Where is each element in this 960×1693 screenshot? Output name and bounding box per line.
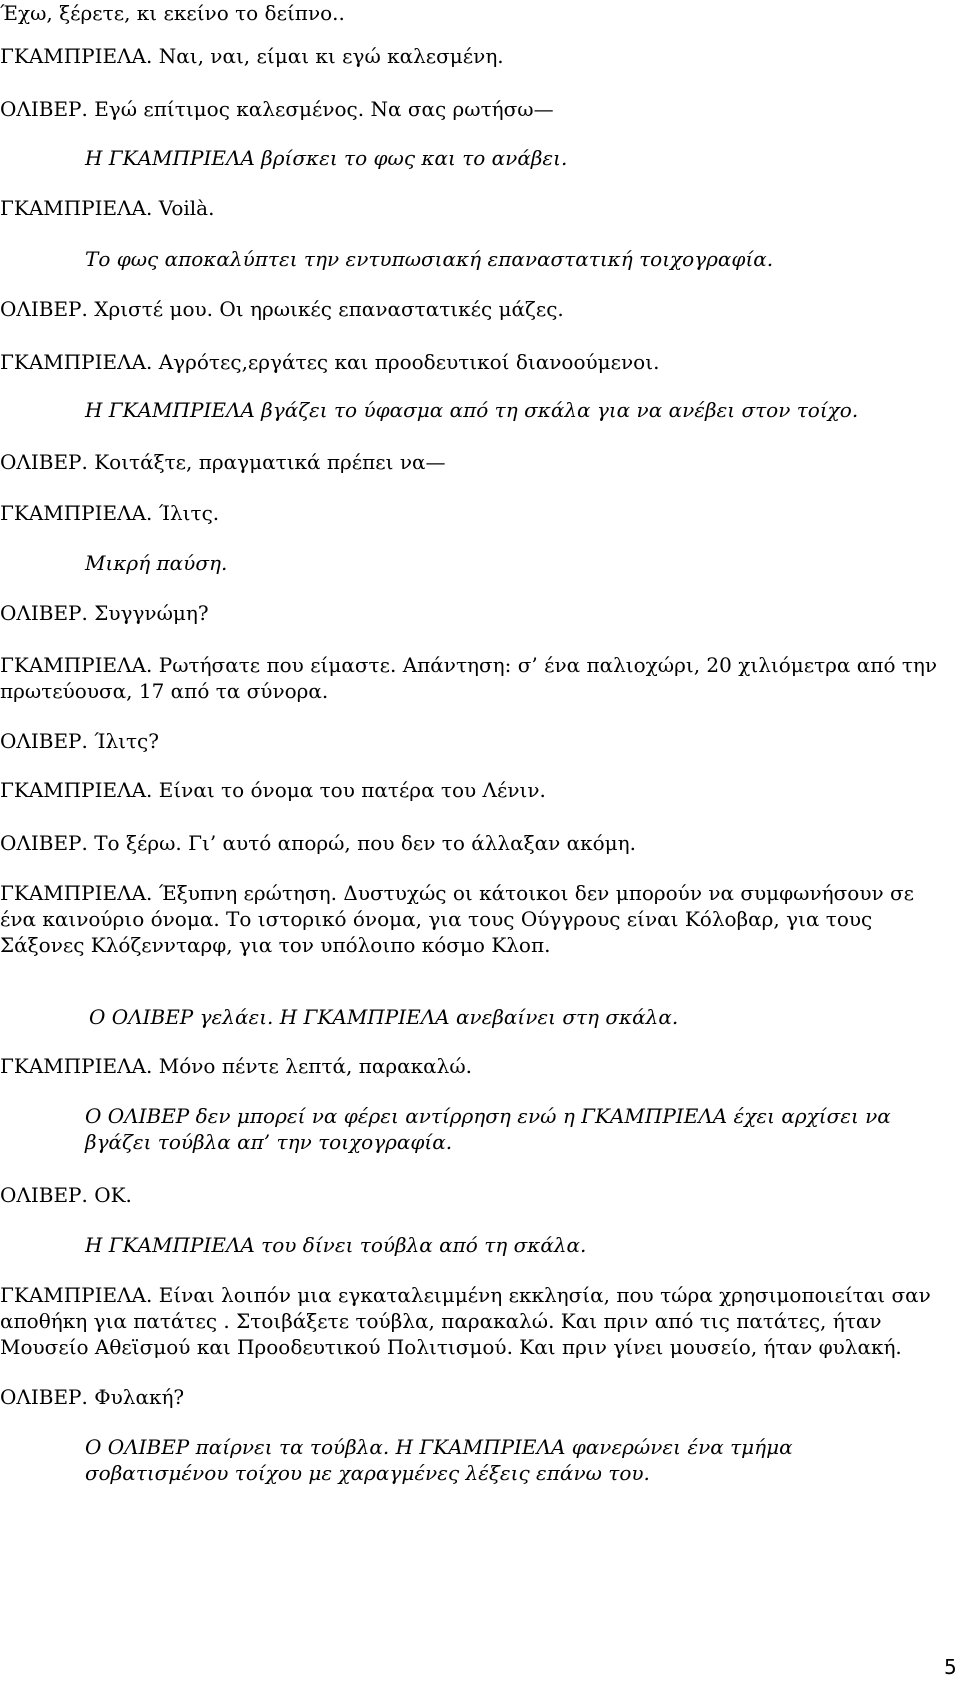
page-number: 5 xyxy=(944,1655,957,1679)
dialogue-line: ΟΛΙΒΕΡ. Το ξέρω. Γι’ αυτό απορώ, που δεν το άλλαξαν ακόμη. xyxy=(0,831,637,855)
stage-direction: Ο ΟΛΙΒΕΡ γελάει. Η ΓΚΑΜΠΡΙΕΛΑ ανεβαίνει στη σκάλα. xyxy=(89,1005,679,1029)
dialogue-line: ΟΛΙΒΕΡ. Φυλακή? xyxy=(0,1385,185,1409)
dialogue-line: ΓΚΑΜΠΡΙΕΛΑ. Αγρότες,εργάτες και προοδευτικοί διανοούμενοι. xyxy=(0,350,660,374)
dialogue-line: ΟΛΙΒΕΡ. Κοιτάξτε, πραγματικά πρέπει να— xyxy=(0,450,446,474)
stage-direction: Ο ΟΛΙΒΕΡ δεν μπορεί να φέρει αντίρρηση ενώ η ΓΚΑΜΠΡΙΕΛΑ έχει αρχίσει να βγάζει τούβλα απ’ την τοιχογραφία. xyxy=(85,1104,891,1154)
dialogue-line: ΟΛΙΒΕΡ. Εγώ επίτιμος καλεσμένος. Να σας ρωτήσω— xyxy=(0,97,554,121)
dialogue-line: ΓΚΑΜΠΡΙΕΛΑ. Μόνο πέντε λεπτά, παρακαλώ. xyxy=(0,1054,472,1078)
dialogue-line: ΟΛΙΒΕΡ. ΟΚ. xyxy=(0,1183,132,1207)
dialogue-line: ΓΚΑΜΠΡΙΕΛΑ. Ναι, ναι, είμαι κι εγώ καλεσμένη. xyxy=(0,44,504,68)
dialogue-line: ΓΚΑΜΠΡΙΕΛΑ. Είναι το όνομα του πατέρα του Λένιν. xyxy=(0,778,546,802)
dialogue-paragraph: ΓΚΑΜΠΡΙΕΛΑ. Έξυπνη ερώτηση. Δυστυχώς οι κάτοικοι δεν μπορούν να συμφωνήσουν σε ένα καινούριο όνομα. Το ιστορικό όνομα, για τους Ούγγρους είναι Κόλοβαρ, για τους Σάξονες Κλόζεννταρφ, για τον υπόλοιπο κόσμο Κλοπ. xyxy=(0,881,915,957)
dialogue-line: ΟΛΙΒΕΡ. Χριστέ μου. Οι ηρωικές επαναστατικές μάζες. xyxy=(0,297,564,321)
stage-direction: Η ΓΚΑΜΠΡΙΕΛΑ βρίσκει το φως και το ανάβει. xyxy=(85,146,568,170)
stage-direction: Ο ΟΛΙΒΕΡ παίρνει τα τούβλα. Η ΓΚΑΜΠΡΙΕΛΑ φανερώνει ένα τμήμα σοβατισμένου τοίχου με χαραγμένες λέξεις επάνω του. xyxy=(85,1435,793,1485)
stage-direction: Η ΓΚΑΜΠΡΙΕΛΑ του δίνει τούβλα από τη σκάλα. xyxy=(85,1233,587,1257)
dialogue-line: ΓΚΑΜΠΡΙΕΛΑ. Voilà. xyxy=(0,196,215,220)
stage-direction: Μικρή παύση. xyxy=(85,551,228,575)
dialogue-paragraph: ΓΚΑΜΠΡΙΕΛΑ. Είναι λοιπόν μια εγκαταλειμμένη εκκλησία, που τώρα χρησιμοποιείται σαν αποθήκη για πατάτες . Στοιβάξετε τούβλα, παρακαλώ. Και πριν από τις πατάτες, ήταν Μουσείο Αθεϊσμού και Προοδευτικού Πολιτισμού. Και πριν γίνει μουσείο, ήταν φυλακή. xyxy=(0,1283,931,1359)
stage-direction: Το φως αποκαλύπτει την εντυπωσιακή επαναστατική τοιχογραφία. xyxy=(85,247,774,271)
dialogue-line: Έχω, ξέρετε, κι εκείνο το δείπνο.. xyxy=(0,1,345,25)
dialogue-line: ΟΛΙΒΕΡ. Ίλιτς? xyxy=(0,729,159,753)
dialogue-line: ΟΛΙΒΕΡ. Συγγνώμη? xyxy=(0,601,209,625)
dialogue-paragraph: ΓΚΑΜΠΡΙΕΛΑ. Ρωτήσατε που είμαστε. Απάντηση: σ’ ένα παλιοχώρι, 20 χιλιόμετρα από την πρωτεύουσα, 17 από τα σύνορα. xyxy=(0,653,938,703)
stage-direction: Η ΓΚΑΜΠΡΙΕΛΑ βγάζει το ύφασμα από τη σκάλα για να ανέβει στον τοίχο. xyxy=(85,398,859,422)
dialogue-line: ΓΚΑΜΠΡΙΕΛΑ. Ίλιτς. xyxy=(0,501,220,525)
